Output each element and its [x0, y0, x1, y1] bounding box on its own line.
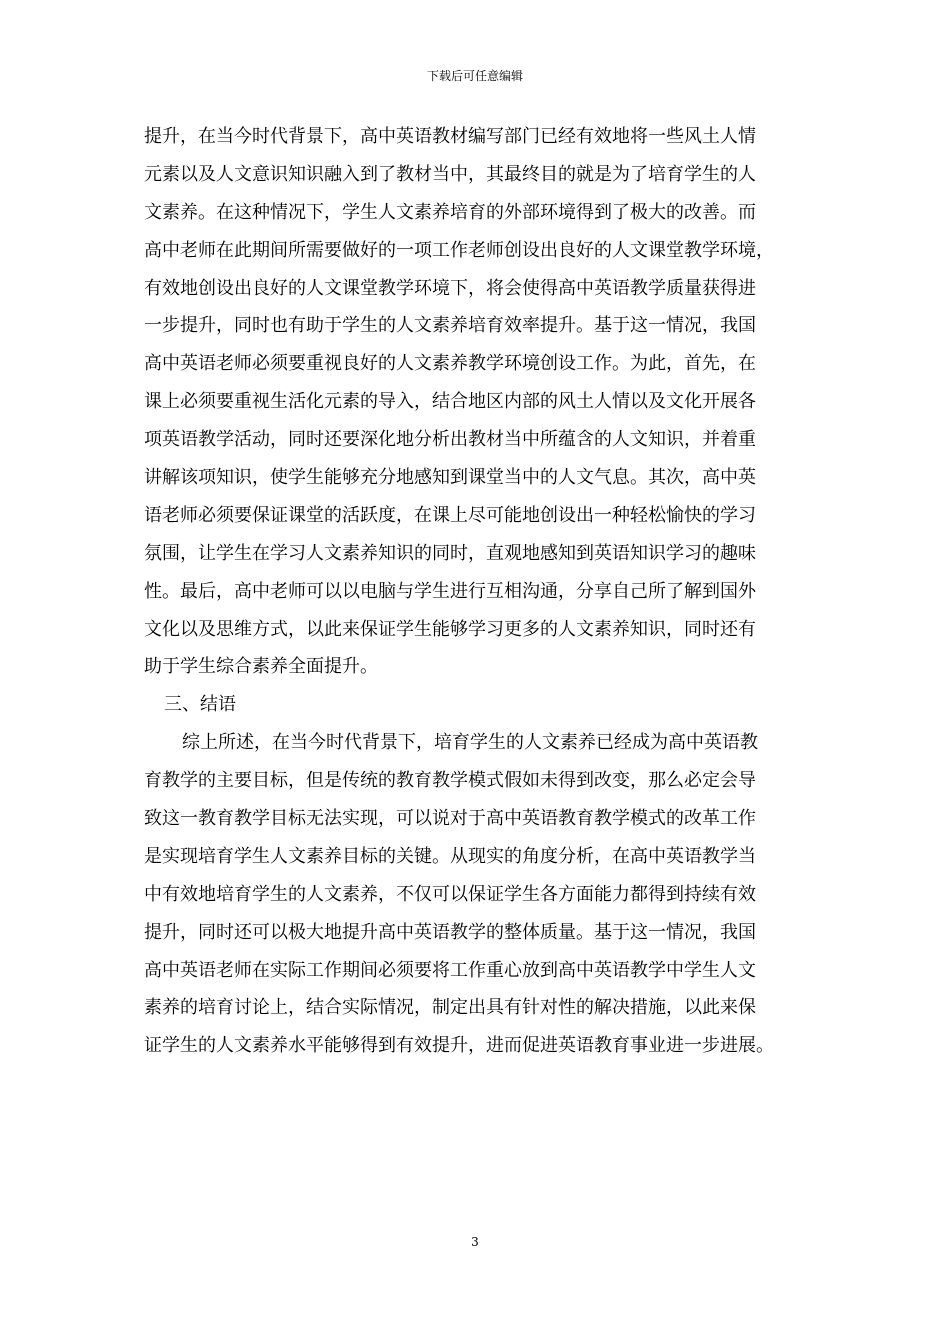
text-line: 有效地创设出良好的人文课堂教学环境下，将会使得高中英语教学质量获得进 [144, 277, 756, 299]
text-line: 语老师必须要保证课堂的活跃度，在课上尽可能地创设出一种轻松愉快的学习 [144, 504, 756, 526]
text-line: 提升，同时还可以极大地提升高中英语教学的整体质量。基于这一情况，我国 [144, 921, 756, 943]
text-line: 提升，在当今时代背景下，高中英语教材编写部门已经有效地将一些风土人情 [144, 126, 756, 147]
text-line: 课上必须要重视生活化元素的导入，结合地区内部的风土人情以及文化开展各 [144, 391, 756, 413]
text-line: 性。最后，高中老师可以以电脑与学生进行互相沟通，分享自己所了解到国外 [144, 580, 756, 602]
text-line: 元素以及人文意识知识融入到了教材当中，其最终目的就是为了培育学生的人 [144, 163, 756, 185]
text-line: 致这一教育教学目标无法实现，可以说对于高中英语教育教学模式的改革工作 [144, 808, 756, 830]
paragraph-1 [144, 118, 820, 686]
text-line: 中有效地培育学生的人文素养，不仅可以保证学生各方面能力都得到持续有效 [144, 883, 756, 905]
document-body [144, 118, 820, 1065]
text-line: 高中英语老师必须要重视良好的人文素养教学环境创设工作。为此，首先，在 [144, 353, 756, 375]
text-line: 综上所述，在当今时代背景下，培育学生的人文素养已经成为高中英语教 [182, 732, 758, 754]
page-header: 下载后可任意编辑 [426, 69, 523, 83]
text-line: 一步提升，同时也有助于学生的人文素养培育效率提升。基于这一情况，我国 [144, 315, 756, 337]
text-line: 素养的培育讨论上，结合实际情况，制定出具有针对性的解决措施，以此来保 [144, 997, 756, 1019]
text-line: 文素养。在这种情况下，学生人文素养培育的外部环境得到了极大的改善。而 [144, 201, 756, 223]
section-heading: 三、结语 [164, 694, 236, 716]
text-line: 高中老师在此期间所需要做好的一项工作老师创设出良好的人文课堂教学环境， [144, 239, 774, 261]
text-line: 证学生的人文素养水平能够得到有效提升，进而促进英语教育事业进一步进展。 [144, 1035, 774, 1057]
text-line: 氛围，让学生在学习人文素养知识的同时，直观地感知到英语知识学习的趣味 [144, 542, 756, 564]
text-line: 项英语教学活动，同时还要深化地分析出教材当中所蕴含的人文知识，并着重 [144, 429, 756, 451]
text-line: 文化以及思维方式，以此来保证学生能够学习更多的人文素养知识，同时还有 [144, 618, 756, 640]
paragraph-2 [144, 724, 820, 1065]
text-line: 是实现培育学生人文素养目标的关键。从现实的角度分析，在高中英语教学当 [144, 845, 756, 867]
page-number: 3 [471, 1235, 479, 1249]
text-line: 育教学的主要目标，但是传统的教育教学模式假如未得到改变，那么必定会导 [144, 770, 756, 792]
text-line: 讲解该项知识，使学生能够充分地感知到课堂当中的人文气息。其次，高中英 [144, 467, 756, 489]
text-line: 高中英语老师在实际工作期间必须要将工作重心放到高中英语教学中学生人文 [144, 959, 756, 981]
text-line: 助于学生综合素养全面提升。 [144, 656, 378, 678]
